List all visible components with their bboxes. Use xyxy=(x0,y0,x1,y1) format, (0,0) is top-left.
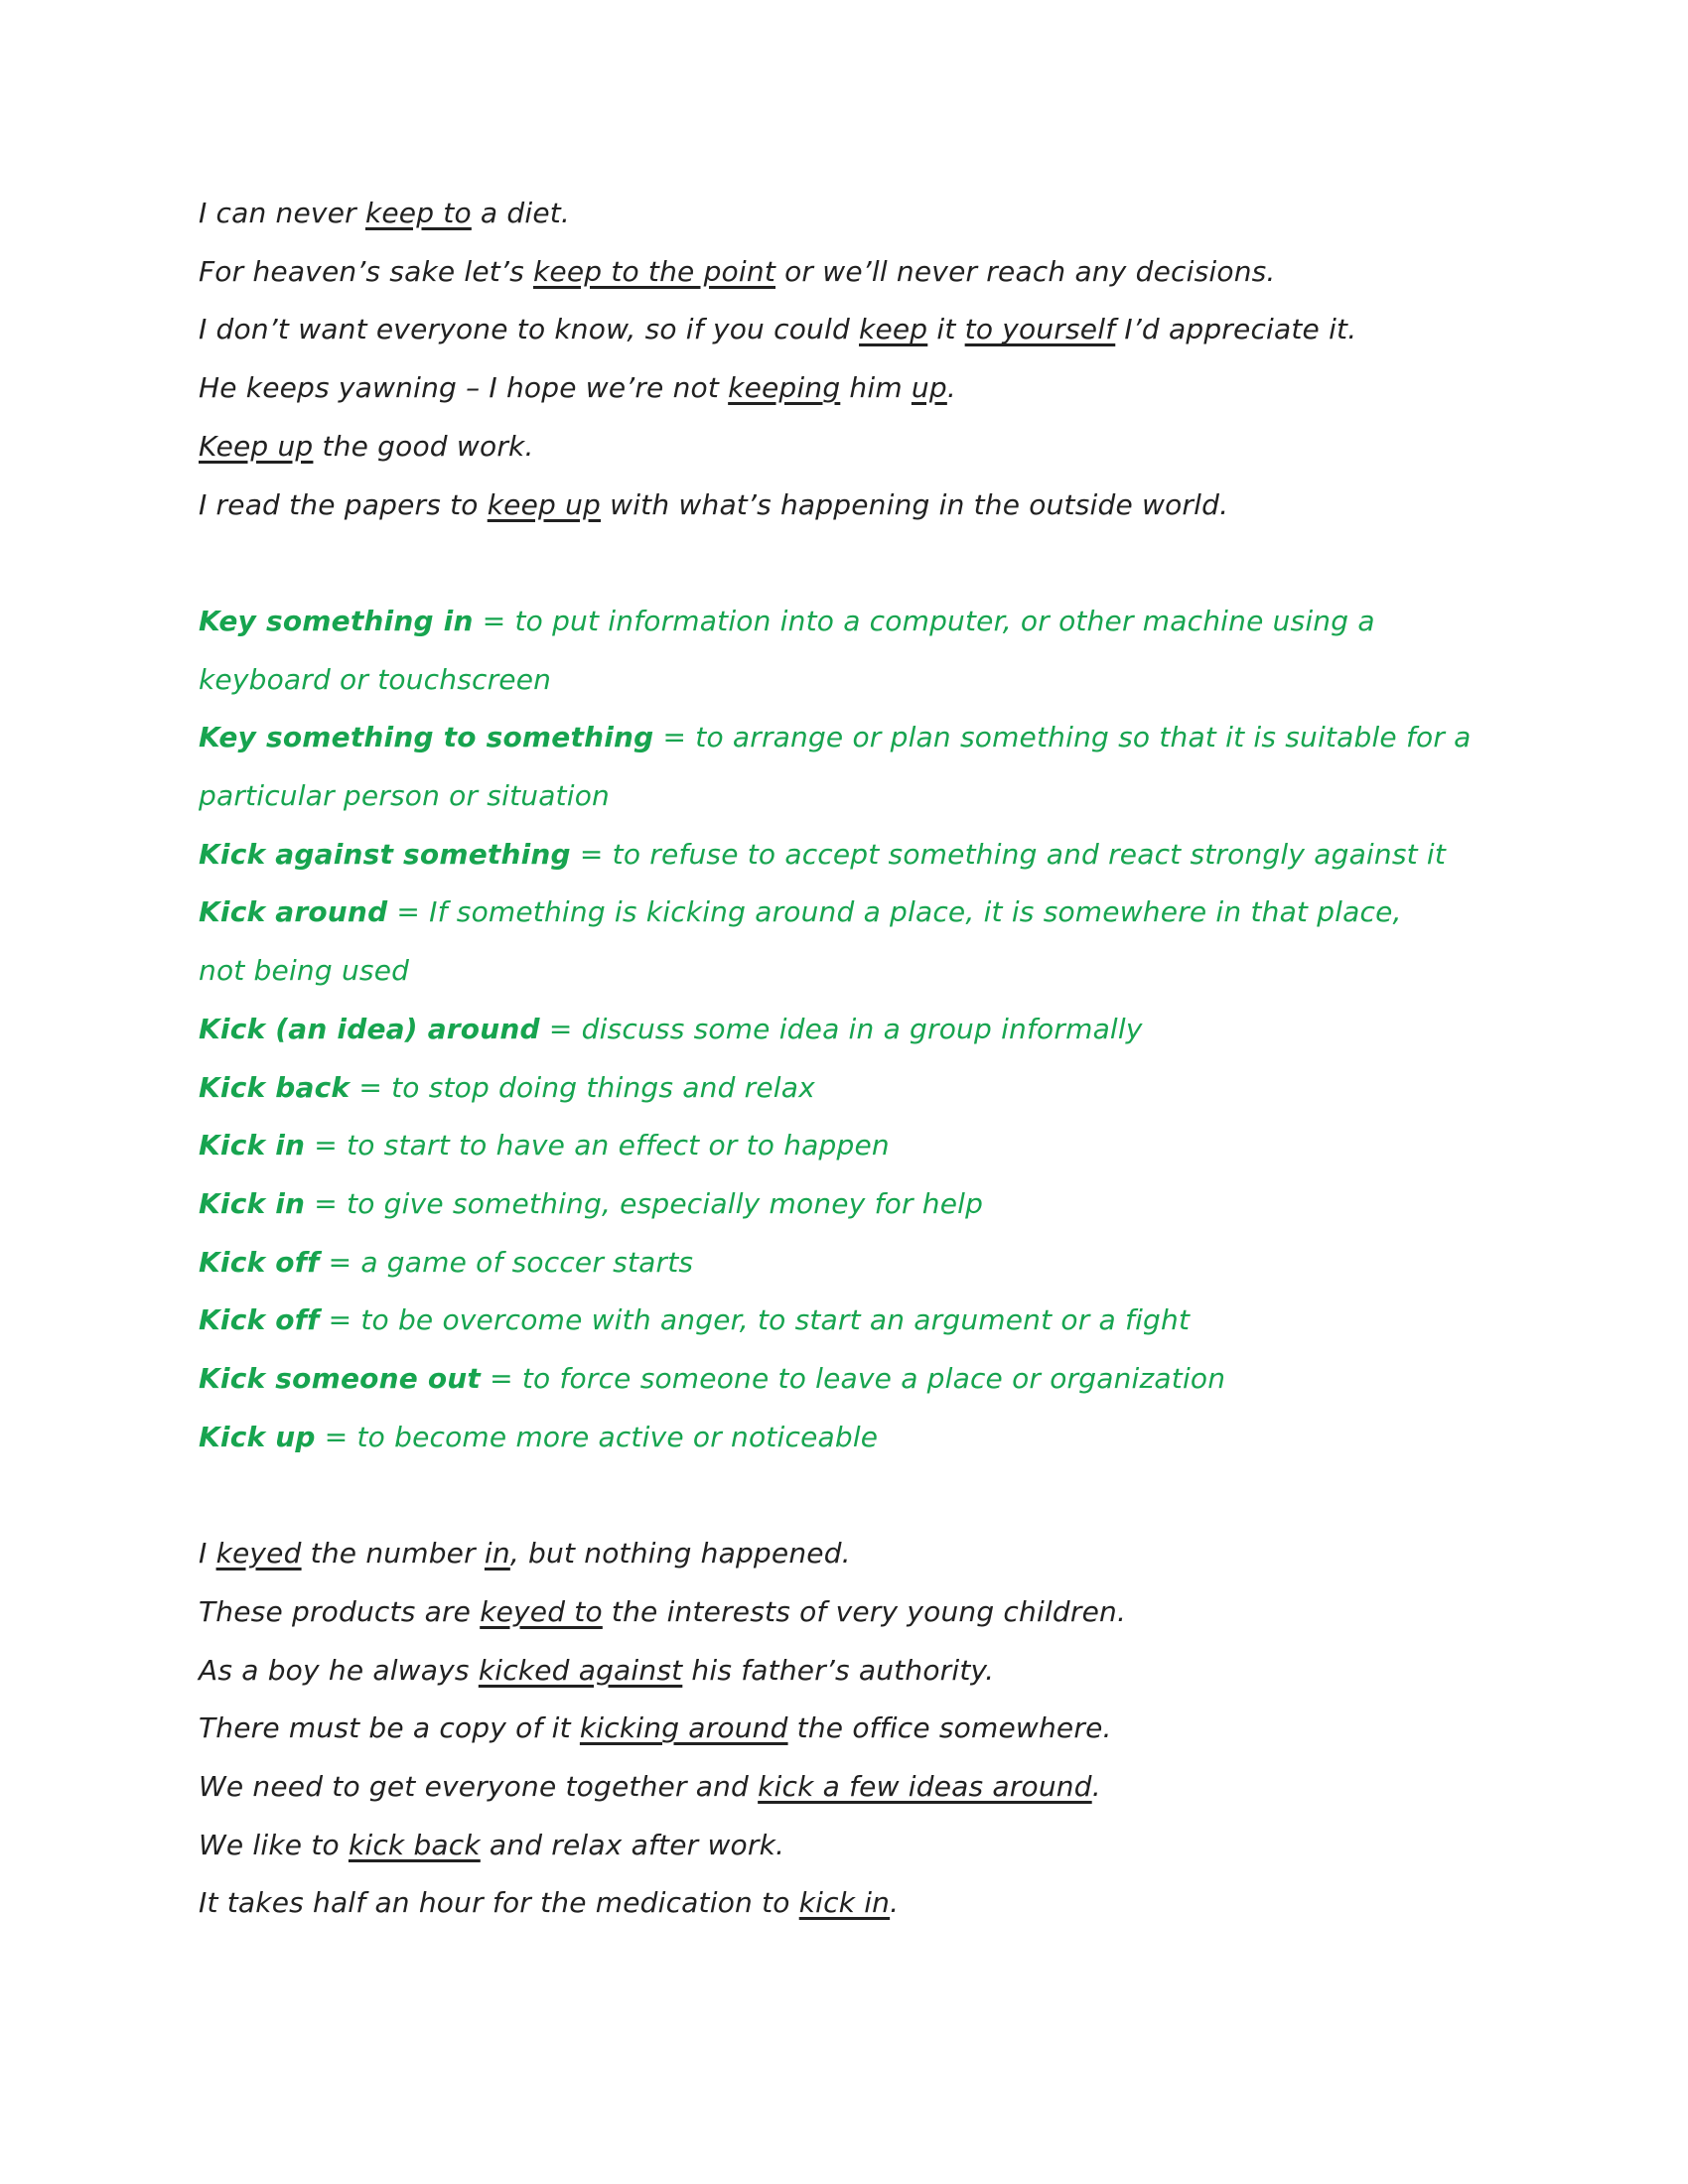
underlined-phrase: keep to the point xyxy=(532,254,775,288)
underlined-phrase: kick a few ideas around xyxy=(758,1769,1092,1803)
definition-line xyxy=(199,884,1539,942)
underlined-phrase: keep to xyxy=(364,197,472,229)
kick-examples-paragraph xyxy=(199,1525,1539,1933)
text-segment: and relax after work. xyxy=(480,1828,785,1861)
text-segment: We need to get everyone together and xyxy=(199,1769,759,1803)
definition-line xyxy=(199,1117,1539,1175)
text-segment: = to become more active or noticeable xyxy=(315,1420,879,1453)
text-segment: = If something is kicking around a place, it is somewhere in that place, xyxy=(387,895,1402,929)
text-segment: his father’s authority. xyxy=(682,1653,995,1687)
definition-line xyxy=(199,1175,1539,1234)
text-segment: As a boy he always xyxy=(199,1653,479,1687)
text-segment: He keeps yawning – I hope we’re not xyxy=(199,371,729,405)
phrasal-verb-term: Kick off xyxy=(199,1303,320,1337)
underlined-phrase: keeping xyxy=(728,371,841,405)
text-segment: For heaven’s sake let’s xyxy=(199,254,533,288)
text-segment: It takes half an hour for the medication to xyxy=(199,1886,799,1920)
text-segment: = to put information into a computer, or other machine using a xyxy=(473,604,1375,637)
text-segment: = to be overcome with anger, to start an argument or a fight xyxy=(319,1303,1191,1337)
underlined-phrase: kick in xyxy=(798,1886,891,1920)
underlined-phrase: keep xyxy=(859,313,928,346)
underlined-phrase: kicked against xyxy=(478,1653,683,1687)
example-sentence xyxy=(199,243,1539,302)
definition-line xyxy=(199,1350,1539,1409)
text-segment: These products are xyxy=(199,1594,481,1628)
text-segment: the interests of very young children. xyxy=(602,1594,1127,1628)
text-segment: = to arrange or plan something so that it is suitable for a xyxy=(653,721,1472,754)
text-segment: with what’s happening in the outside world. xyxy=(601,487,1229,521)
example-sentence xyxy=(199,1583,1539,1642)
definition-line xyxy=(199,826,1539,885)
paragraph-break xyxy=(199,534,1539,593)
definition-line xyxy=(199,767,1539,826)
keep-examples-paragraph xyxy=(199,185,1539,534)
phrasal-verb-term: Kick in xyxy=(199,1129,306,1162)
phrasal-verb-term: Kick up xyxy=(199,1420,316,1453)
example-sentence xyxy=(199,418,1539,477)
text-segment: = to force someone to leave a place or organization xyxy=(481,1362,1226,1396)
text-segment: a diet. xyxy=(471,197,571,229)
example-sentence xyxy=(199,1817,1539,1875)
text-segment: = to stop doing things and relax xyxy=(350,1070,815,1104)
text-segment: him xyxy=(840,371,912,405)
paragraph-break xyxy=(199,1466,1539,1525)
phrasal-verb-term: Kick off xyxy=(199,1245,320,1279)
text-segment: I can never xyxy=(199,197,365,229)
example-sentence xyxy=(199,477,1539,535)
example-sentence xyxy=(199,1874,1539,1933)
phrasal-verb-term: Kick (an idea) around xyxy=(199,1012,540,1045)
example-sentence xyxy=(199,1525,1539,1583)
phrasal-verb-term: Key something to something xyxy=(199,721,654,754)
phrasal-verb-term: Kick against something xyxy=(199,837,571,871)
text-segment: I’d appreciate it. xyxy=(1115,313,1357,346)
text-segment: the office somewhere. xyxy=(787,1711,1112,1745)
underlined-phrase: up xyxy=(911,371,947,405)
text-segment: I don’t want everyone to know, so if you could xyxy=(199,313,860,346)
text-segment: not being used xyxy=(199,954,410,988)
text-segment: . xyxy=(890,1886,900,1920)
definition-line xyxy=(199,1409,1539,1467)
text-segment: keyboard or touchscreen xyxy=(199,662,552,696)
text-segment: = discuss some idea in a group informally xyxy=(539,1012,1143,1045)
text-segment: it xyxy=(927,313,965,346)
underlined-phrase: Keep up xyxy=(199,429,314,463)
text-segment: = to give something, especially money for help xyxy=(305,1186,984,1220)
definition-line xyxy=(199,651,1539,710)
underlined-phrase: kicking around xyxy=(579,1711,788,1745)
phrasal-verb-term: Key something in xyxy=(199,604,474,637)
text-segment: We like to xyxy=(199,1828,349,1861)
underlined-phrase: in xyxy=(484,1537,510,1570)
text-segment: There must be a copy of it xyxy=(199,1711,580,1745)
phrasal-verb-term: Kick back xyxy=(199,1070,351,1104)
definition-line xyxy=(199,709,1539,767)
example-sentence xyxy=(199,359,1539,418)
text-segment: = to refuse to accept something and react strongly against it xyxy=(570,837,1447,871)
definition-line xyxy=(199,1234,1539,1293)
example-sentence xyxy=(199,1700,1539,1758)
text-segment: the number xyxy=(301,1537,485,1570)
definition-line xyxy=(199,942,1539,1001)
text-segment: . xyxy=(1091,1769,1101,1803)
definition-line xyxy=(199,1059,1539,1118)
definition-line xyxy=(199,1001,1539,1059)
text-segment: the good work. xyxy=(313,429,534,463)
text-segment: particular person or situation xyxy=(199,779,610,813)
phrasal-verb-term: Kick in xyxy=(199,1186,306,1220)
example-sentence xyxy=(199,301,1539,359)
phrasal-verb-term: Kick around xyxy=(199,895,388,929)
definition-line xyxy=(199,593,1539,651)
underlined-phrase: kick back xyxy=(348,1828,481,1861)
phrasal-verb-term: Kick someone out xyxy=(199,1362,481,1396)
text-segment: I read the papers to xyxy=(199,487,488,521)
underlined-phrase: to yourself xyxy=(964,313,1116,346)
underlined-phrase: keyed xyxy=(215,1537,302,1570)
text-segment: . xyxy=(946,371,956,405)
underlined-phrase: keep up xyxy=(487,487,601,521)
underlined-phrase: keyed to xyxy=(480,1594,603,1628)
definitions-paragraph xyxy=(199,593,1539,1467)
text-segment: I xyxy=(199,1537,216,1570)
example-sentence xyxy=(199,1758,1539,1817)
definition-line xyxy=(199,1292,1539,1350)
text-segment: = to start to have an effect or to happen xyxy=(305,1129,890,1162)
example-sentence xyxy=(199,185,1539,243)
example-sentence xyxy=(199,1642,1539,1701)
text-segment: = a game of soccer starts xyxy=(319,1245,694,1279)
text-segment: , but nothing happened. xyxy=(509,1537,851,1570)
text-segment: or we’ll never reach any decisions. xyxy=(775,254,1276,288)
